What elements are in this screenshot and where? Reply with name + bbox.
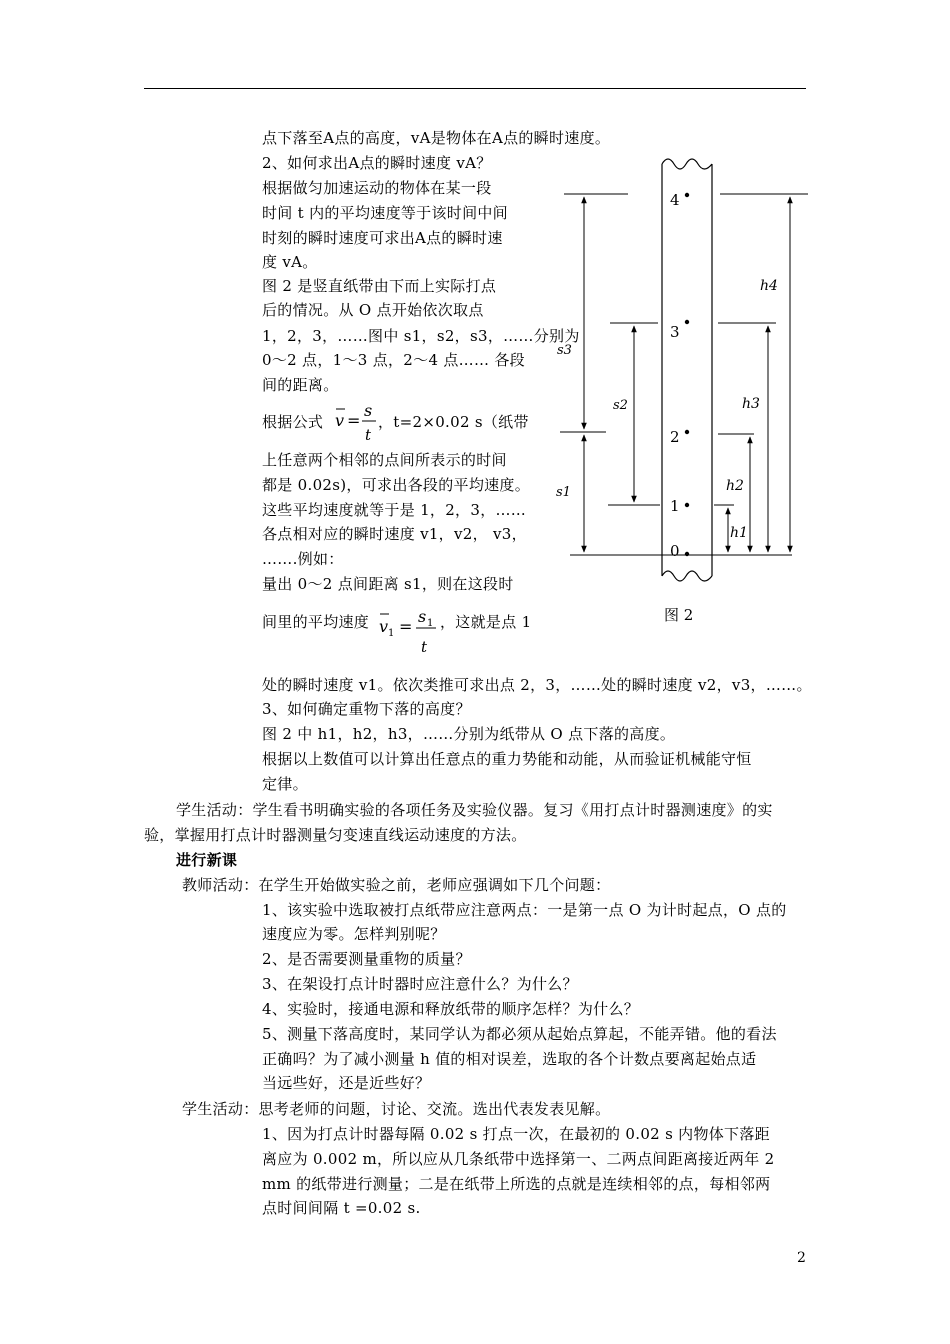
svg-text:=: = — [399, 617, 413, 636]
svg-text:s: s — [364, 401, 373, 420]
text-line: 1、该实验中选取被打点纸带应注意两点：一是第一点 O 为计时起点，O 点的 — [262, 901, 787, 919]
h1-label: h1 — [730, 525, 748, 541]
text-line: 当远些好，还是近些好？ — [262, 1074, 431, 1092]
svg-text:1: 1 — [427, 618, 434, 629]
text-line: 点下落至A点的高度，vA是物体在A点的瞬时速度。 — [262, 129, 611, 147]
formula-v-s-over-t — [328, 398, 378, 448]
s1-label: s1 — [556, 485, 571, 500]
point-label: 4 — [670, 191, 680, 209]
h3-label: h3 — [742, 396, 760, 412]
page-number: 2 — [797, 1250, 806, 1266]
text-line: 正确吗？为了减小测量 h 值的相对误差，选取的各个计数点要离起始点适 — [262, 1050, 757, 1068]
text-line: ，t=2×0.02 s（纸带 — [378, 413, 529, 431]
text-line: 2、是否需要测量重物的质量？ — [262, 950, 471, 968]
figure-paper-tape — [540, 150, 820, 590]
text-line: 图 2 中 h1，h2，h3，……分别为纸带从 O 点下落的高度。 — [262, 725, 676, 743]
svg-text:v: v — [379, 617, 389, 636]
text-line: 1，2，3，……图中 s1，s2，s3，……分别为 — [262, 327, 580, 345]
text-line: 上任意两个相邻的点间所表示的时间 — [262, 451, 507, 469]
text-line: 图 2 是竖直纸带由下而上实际打点 — [262, 277, 497, 295]
formula-v1-s1-over-t — [376, 600, 440, 660]
section-title: 进行新课 — [176, 851, 238, 869]
text-line: 量出 0～2 点间距离 s1，则在这段时 — [262, 575, 514, 593]
text-line: 速度应为零。怎样判别呢？ — [262, 925, 446, 943]
text-line: 时间 t 内的平均速度等于该时间中间 — [262, 204, 508, 222]
header-rule — [144, 88, 806, 89]
text-line: 3、在架设打点计时器时应注意什么？为什么？ — [262, 975, 578, 993]
text-line: mm 的纸带进行测量；二是在纸带上所选的点就是连续相邻的点，每相邻两 — [262, 1175, 771, 1193]
text-line: ，这就是点 1 — [440, 613, 532, 631]
text-line: 学生活动：思考老师的问题，讨论、交流。选出代表发表见解。 — [182, 1100, 611, 1118]
text-line: 根据做匀加速运动的物体在某一段 — [262, 179, 492, 197]
text-line: 0～2 点，1～3 点，2～4 点…… 各段 — [262, 351, 525, 369]
svg-text:v: v — [335, 411, 345, 430]
text-line: 3、如何确定重物下落的高度？ — [262, 700, 471, 718]
svg-text:=: = — [347, 411, 361, 430]
point-label: 2 — [670, 428, 680, 446]
point-label: 0 — [670, 542, 680, 560]
text-line: 度 vA。 — [262, 253, 318, 271]
text-line: …….例如： — [262, 550, 344, 568]
svg-text:t: t — [421, 638, 428, 656]
text-line: 1、因为打点计时器每隔 0.02 s 打点一次，在最初的 0.02 s 内物体下落距 — [262, 1125, 770, 1143]
text-line: 各点相对应的瞬时速度 v1，v2， v3， — [262, 525, 527, 543]
figure-caption: 图 2 — [664, 606, 694, 624]
text-line: 教师活动：在学生开始做实验之前，老师应强调如下几个问题： — [182, 876, 611, 894]
text-line: 后的情况。从 O 点开始依次取点 — [262, 301, 484, 319]
text-line: 间里的平均速度 — [262, 613, 370, 631]
text-line: 点时间间隔 t =0.02 s. — [262, 1199, 421, 1217]
text-line: 根据以上数值可以计算出任意点的重力势能和动能，从而验证机械能守恒 — [262, 750, 752, 768]
text-line: 2、如何求出A点的瞬时速度 vA？ — [262, 154, 492, 172]
svg-text:1: 1 — [388, 628, 395, 639]
text-line: 定律。 — [262, 775, 308, 793]
text-line: 离应为 0.002 m，所以应从几条纸带中选择第一、二两点间距离接近两年 2 — [262, 1150, 775, 1168]
svg-text:t: t — [365, 426, 372, 444]
text-line: 间的距离。 — [262, 376, 339, 394]
text-line: 5、测量下落高度时，某同学认为都必须从起始点算起，不能弄错。他的看法 — [262, 1025, 777, 1043]
s2-label: s2 — [613, 398, 628, 413]
h4-label: h4 — [760, 278, 778, 294]
text-line: 学生活动：学生看书明确实验的各项任务及实验仪器。复习《用打点计时器测速度》的实 — [176, 801, 773, 819]
text-line: 时刻的瞬时速度可求出A点的瞬时速 — [262, 229, 503, 247]
text-line: 4、实验时，接通电源和释放纸带的顺序怎样？为什么？ — [262, 1000, 640, 1018]
point-label: 1 — [670, 497, 680, 515]
h2-label: h2 — [726, 478, 744, 494]
s3-label: s3 — [557, 343, 572, 358]
text-line: 根据公式 — [262, 413, 324, 431]
tape-outline — [662, 159, 712, 581]
point-label: 3 — [670, 323, 680, 341]
svg-text:s: s — [418, 607, 427, 626]
text-line: 都是 0.02s)，可求出各段的平均速度。 — [262, 476, 531, 494]
text-line: 处的瞬时速度 v1。依次类推可求出点 2，3，……处的瞬时速度 v2，v3，……。 — [262, 676, 812, 694]
text-line: 验，掌握用打点计时器测量匀变速直线运动速度的方法。 — [144, 826, 527, 844]
text-line: 这些平均速度就等于是 1，2，3，…… — [262, 501, 527, 519]
